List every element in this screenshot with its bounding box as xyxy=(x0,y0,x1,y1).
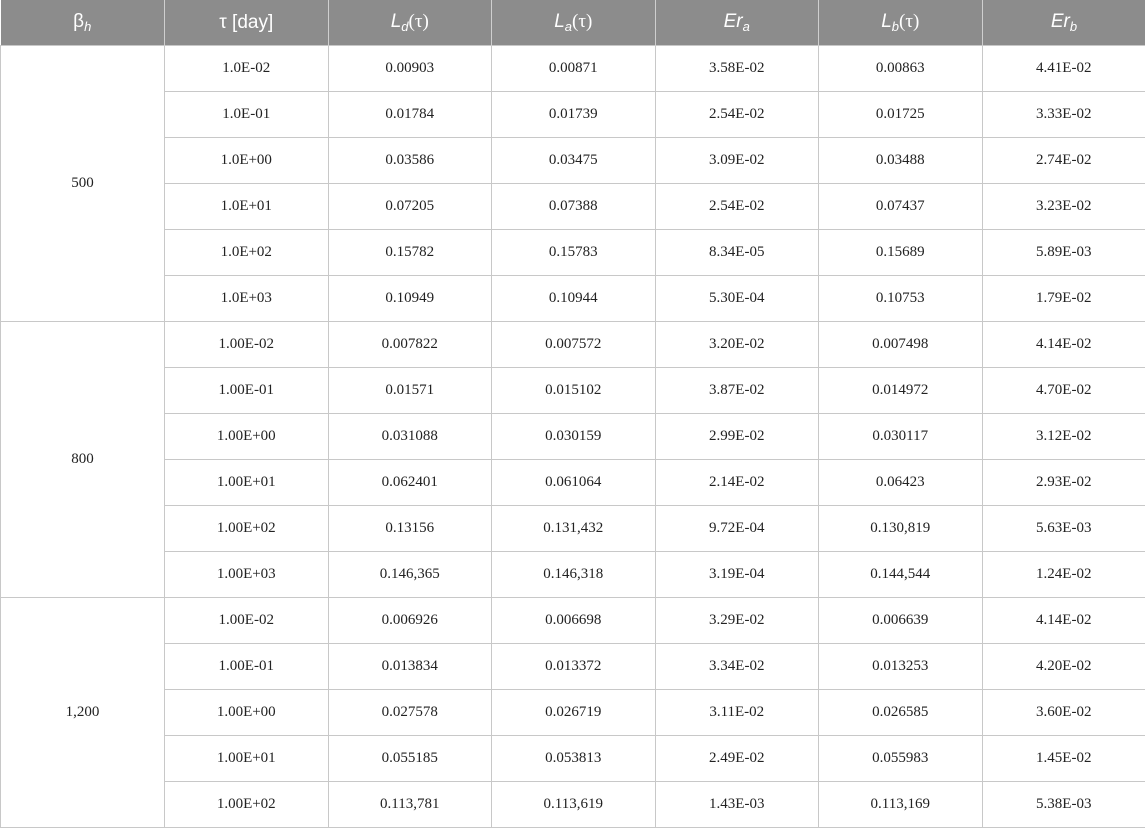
cell-ld: 0.006926 xyxy=(328,598,492,644)
cell-ld: 0.146,365 xyxy=(328,552,492,598)
header-la: $L_a(\tau)$ xyxy=(492,0,656,46)
cell-ld: 0.027578 xyxy=(328,690,492,736)
cell-era: 3.11E-02 xyxy=(655,690,819,736)
header-erb: $Er_b$ xyxy=(982,0,1145,46)
beta-group-cell: 800 xyxy=(1,322,165,598)
cell-lb: 0.030117 xyxy=(819,414,983,460)
cell-ld: 0.15782 xyxy=(328,230,492,276)
cell-era: 2.54E-02 xyxy=(655,92,819,138)
header-lb: $L_b(\tau)$ xyxy=(819,0,983,46)
header-beta: $\beta_h$ xyxy=(1,0,165,46)
cell-erb: 4.20E-02 xyxy=(982,644,1145,690)
cell-ld: 0.013834 xyxy=(328,644,492,690)
table-row xyxy=(1,598,1145,644)
cell-tau: 1.00E+02 xyxy=(165,782,329,828)
cell-lb: 0.130,819 xyxy=(819,506,983,552)
cell-era: 9.72E-04 xyxy=(655,506,819,552)
cell-tau: 1.00E-01 xyxy=(165,644,329,690)
table-row xyxy=(1,644,1145,690)
table-row xyxy=(1,46,1145,92)
table-row xyxy=(1,736,1145,782)
cell-era: 1.43E-03 xyxy=(655,782,819,828)
cell-ld: 0.07205 xyxy=(328,184,492,230)
cell-ld: 0.062401 xyxy=(328,460,492,506)
cell-tau: 1.0E-02 xyxy=(165,46,329,92)
cell-tau: 1.00E-01 xyxy=(165,368,329,414)
cell-era: 2.99E-02 xyxy=(655,414,819,460)
cell-ld: 0.007822 xyxy=(328,322,492,368)
cell-la: 0.061064 xyxy=(492,460,656,506)
cell-tau: 1.0E+01 xyxy=(165,184,329,230)
cell-lb: 0.07437 xyxy=(819,184,983,230)
cell-era: 3.29E-02 xyxy=(655,598,819,644)
cell-erb: 2.93E-02 xyxy=(982,460,1145,506)
cell-lb: 0.10753 xyxy=(819,276,983,322)
cell-tau: 1.00E+01 xyxy=(165,736,329,782)
cell-erb: 4.14E-02 xyxy=(982,322,1145,368)
cell-era: 2.14E-02 xyxy=(655,460,819,506)
cell-ld: 0.10949 xyxy=(328,276,492,322)
cell-la: 0.007572 xyxy=(492,322,656,368)
cell-tau: 1.0E-01 xyxy=(165,92,329,138)
cell-la: 0.146,318 xyxy=(492,552,656,598)
cell-erb: 5.38E-03 xyxy=(982,782,1145,828)
beta-group-cell: 1,200 xyxy=(1,598,165,828)
cell-la: 0.053813 xyxy=(492,736,656,782)
cell-lb: 0.144,544 xyxy=(819,552,983,598)
cell-era: 3.20E-02 xyxy=(655,322,819,368)
table-row xyxy=(1,322,1145,368)
beta-group-cell: 500 xyxy=(1,46,165,322)
cell-lb: 0.013253 xyxy=(819,644,983,690)
table-row xyxy=(1,414,1145,460)
table-row xyxy=(1,552,1145,598)
cell-lb: 0.00863 xyxy=(819,46,983,92)
table-row xyxy=(1,368,1145,414)
cell-era: 3.19E-04 xyxy=(655,552,819,598)
cell-era: 2.49E-02 xyxy=(655,736,819,782)
table-row xyxy=(1,184,1145,230)
cell-erb: 4.41E-02 xyxy=(982,46,1145,92)
cell-era: 2.54E-02 xyxy=(655,184,819,230)
cell-lb: 0.006639 xyxy=(819,598,983,644)
cell-tau: 1.00E+02 xyxy=(165,506,329,552)
table-header xyxy=(1,0,1145,46)
cell-ld: 0.055185 xyxy=(328,736,492,782)
cell-la: 0.03475 xyxy=(492,138,656,184)
cell-ld: 0.03586 xyxy=(328,138,492,184)
cell-tau: 1.0E+03 xyxy=(165,276,329,322)
cell-lb: 0.01725 xyxy=(819,92,983,138)
header-era: $Er_a$ xyxy=(655,0,819,46)
cell-tau: 1.00E-02 xyxy=(165,322,329,368)
cell-la: 0.113,619 xyxy=(492,782,656,828)
cell-lb: 0.026585 xyxy=(819,690,983,736)
cell-ld: 0.00903 xyxy=(328,46,492,92)
cell-lb: 0.007498 xyxy=(819,322,983,368)
cell-ld: 0.031088 xyxy=(328,414,492,460)
cell-tau: 1.00E+00 xyxy=(165,414,329,460)
cell-lb: 0.014972 xyxy=(819,368,983,414)
cell-ld: 0.113,781 xyxy=(328,782,492,828)
table-row xyxy=(1,460,1145,506)
cell-ld: 0.01571 xyxy=(328,368,492,414)
cell-erb: 4.14E-02 xyxy=(982,598,1145,644)
cell-erb: 3.23E-02 xyxy=(982,184,1145,230)
table-row xyxy=(1,276,1145,322)
header-row xyxy=(1,0,1145,46)
cell-tau: 1.00E+01 xyxy=(165,460,329,506)
cell-erb: 1.79E-02 xyxy=(982,276,1145,322)
table-body xyxy=(1,46,1145,828)
cell-erb: 1.24E-02 xyxy=(982,552,1145,598)
table-row xyxy=(1,230,1145,276)
cell-erb: 2.74E-02 xyxy=(982,138,1145,184)
table-row xyxy=(1,782,1145,828)
cell-erb: 1.45E-02 xyxy=(982,736,1145,782)
cell-la: 0.026719 xyxy=(492,690,656,736)
cell-era: 3.34E-02 xyxy=(655,644,819,690)
cell-la: 0.15783 xyxy=(492,230,656,276)
table-row xyxy=(1,506,1145,552)
cell-era: 8.34E-05 xyxy=(655,230,819,276)
cell-era: 3.87E-02 xyxy=(655,368,819,414)
table-row xyxy=(1,138,1145,184)
cell-la: 0.015102 xyxy=(492,368,656,414)
cell-la: 0.07388 xyxy=(492,184,656,230)
cell-ld: 0.01784 xyxy=(328,92,492,138)
cell-lb: 0.03488 xyxy=(819,138,983,184)
cell-la: 0.030159 xyxy=(492,414,656,460)
cell-lb: 0.06423 xyxy=(819,460,983,506)
cell-tau: 1.00E-02 xyxy=(165,598,329,644)
cell-lb: 0.055983 xyxy=(819,736,983,782)
cell-tau: 1.00E+00 xyxy=(165,690,329,736)
cell-la: 0.01739 xyxy=(492,92,656,138)
cell-tau: 1.0E+02 xyxy=(165,230,329,276)
table-row xyxy=(1,92,1145,138)
cell-tau: 1.00E+03 xyxy=(165,552,329,598)
cell-erb: 5.89E-03 xyxy=(982,230,1145,276)
cell-erb: 4.70E-02 xyxy=(982,368,1145,414)
cell-era: 5.30E-04 xyxy=(655,276,819,322)
header-ld: $L_d(\tau)$ xyxy=(328,0,492,46)
table-row xyxy=(1,690,1145,736)
cell-la: 0.131,432 xyxy=(492,506,656,552)
cell-era: 3.58E-02 xyxy=(655,46,819,92)
cell-la: 0.00871 xyxy=(492,46,656,92)
header-tau: τ [day] xyxy=(165,0,329,46)
cell-la: 0.006698 xyxy=(492,598,656,644)
cell-era: 3.09E-02 xyxy=(655,138,819,184)
cell-lb: 0.15689 xyxy=(819,230,983,276)
cell-lb: 0.113,169 xyxy=(819,782,983,828)
cell-la: 0.10944 xyxy=(492,276,656,322)
cell-ld: 0.13156 xyxy=(328,506,492,552)
cell-erb: 3.60E-02 xyxy=(982,690,1145,736)
cell-erb: 3.12E-02 xyxy=(982,414,1145,460)
cell-la: 0.013372 xyxy=(492,644,656,690)
cell-erb: 5.63E-03 xyxy=(982,506,1145,552)
cell-tau: 1.0E+00 xyxy=(165,138,329,184)
cell-erb: 3.33E-02 xyxy=(982,92,1145,138)
